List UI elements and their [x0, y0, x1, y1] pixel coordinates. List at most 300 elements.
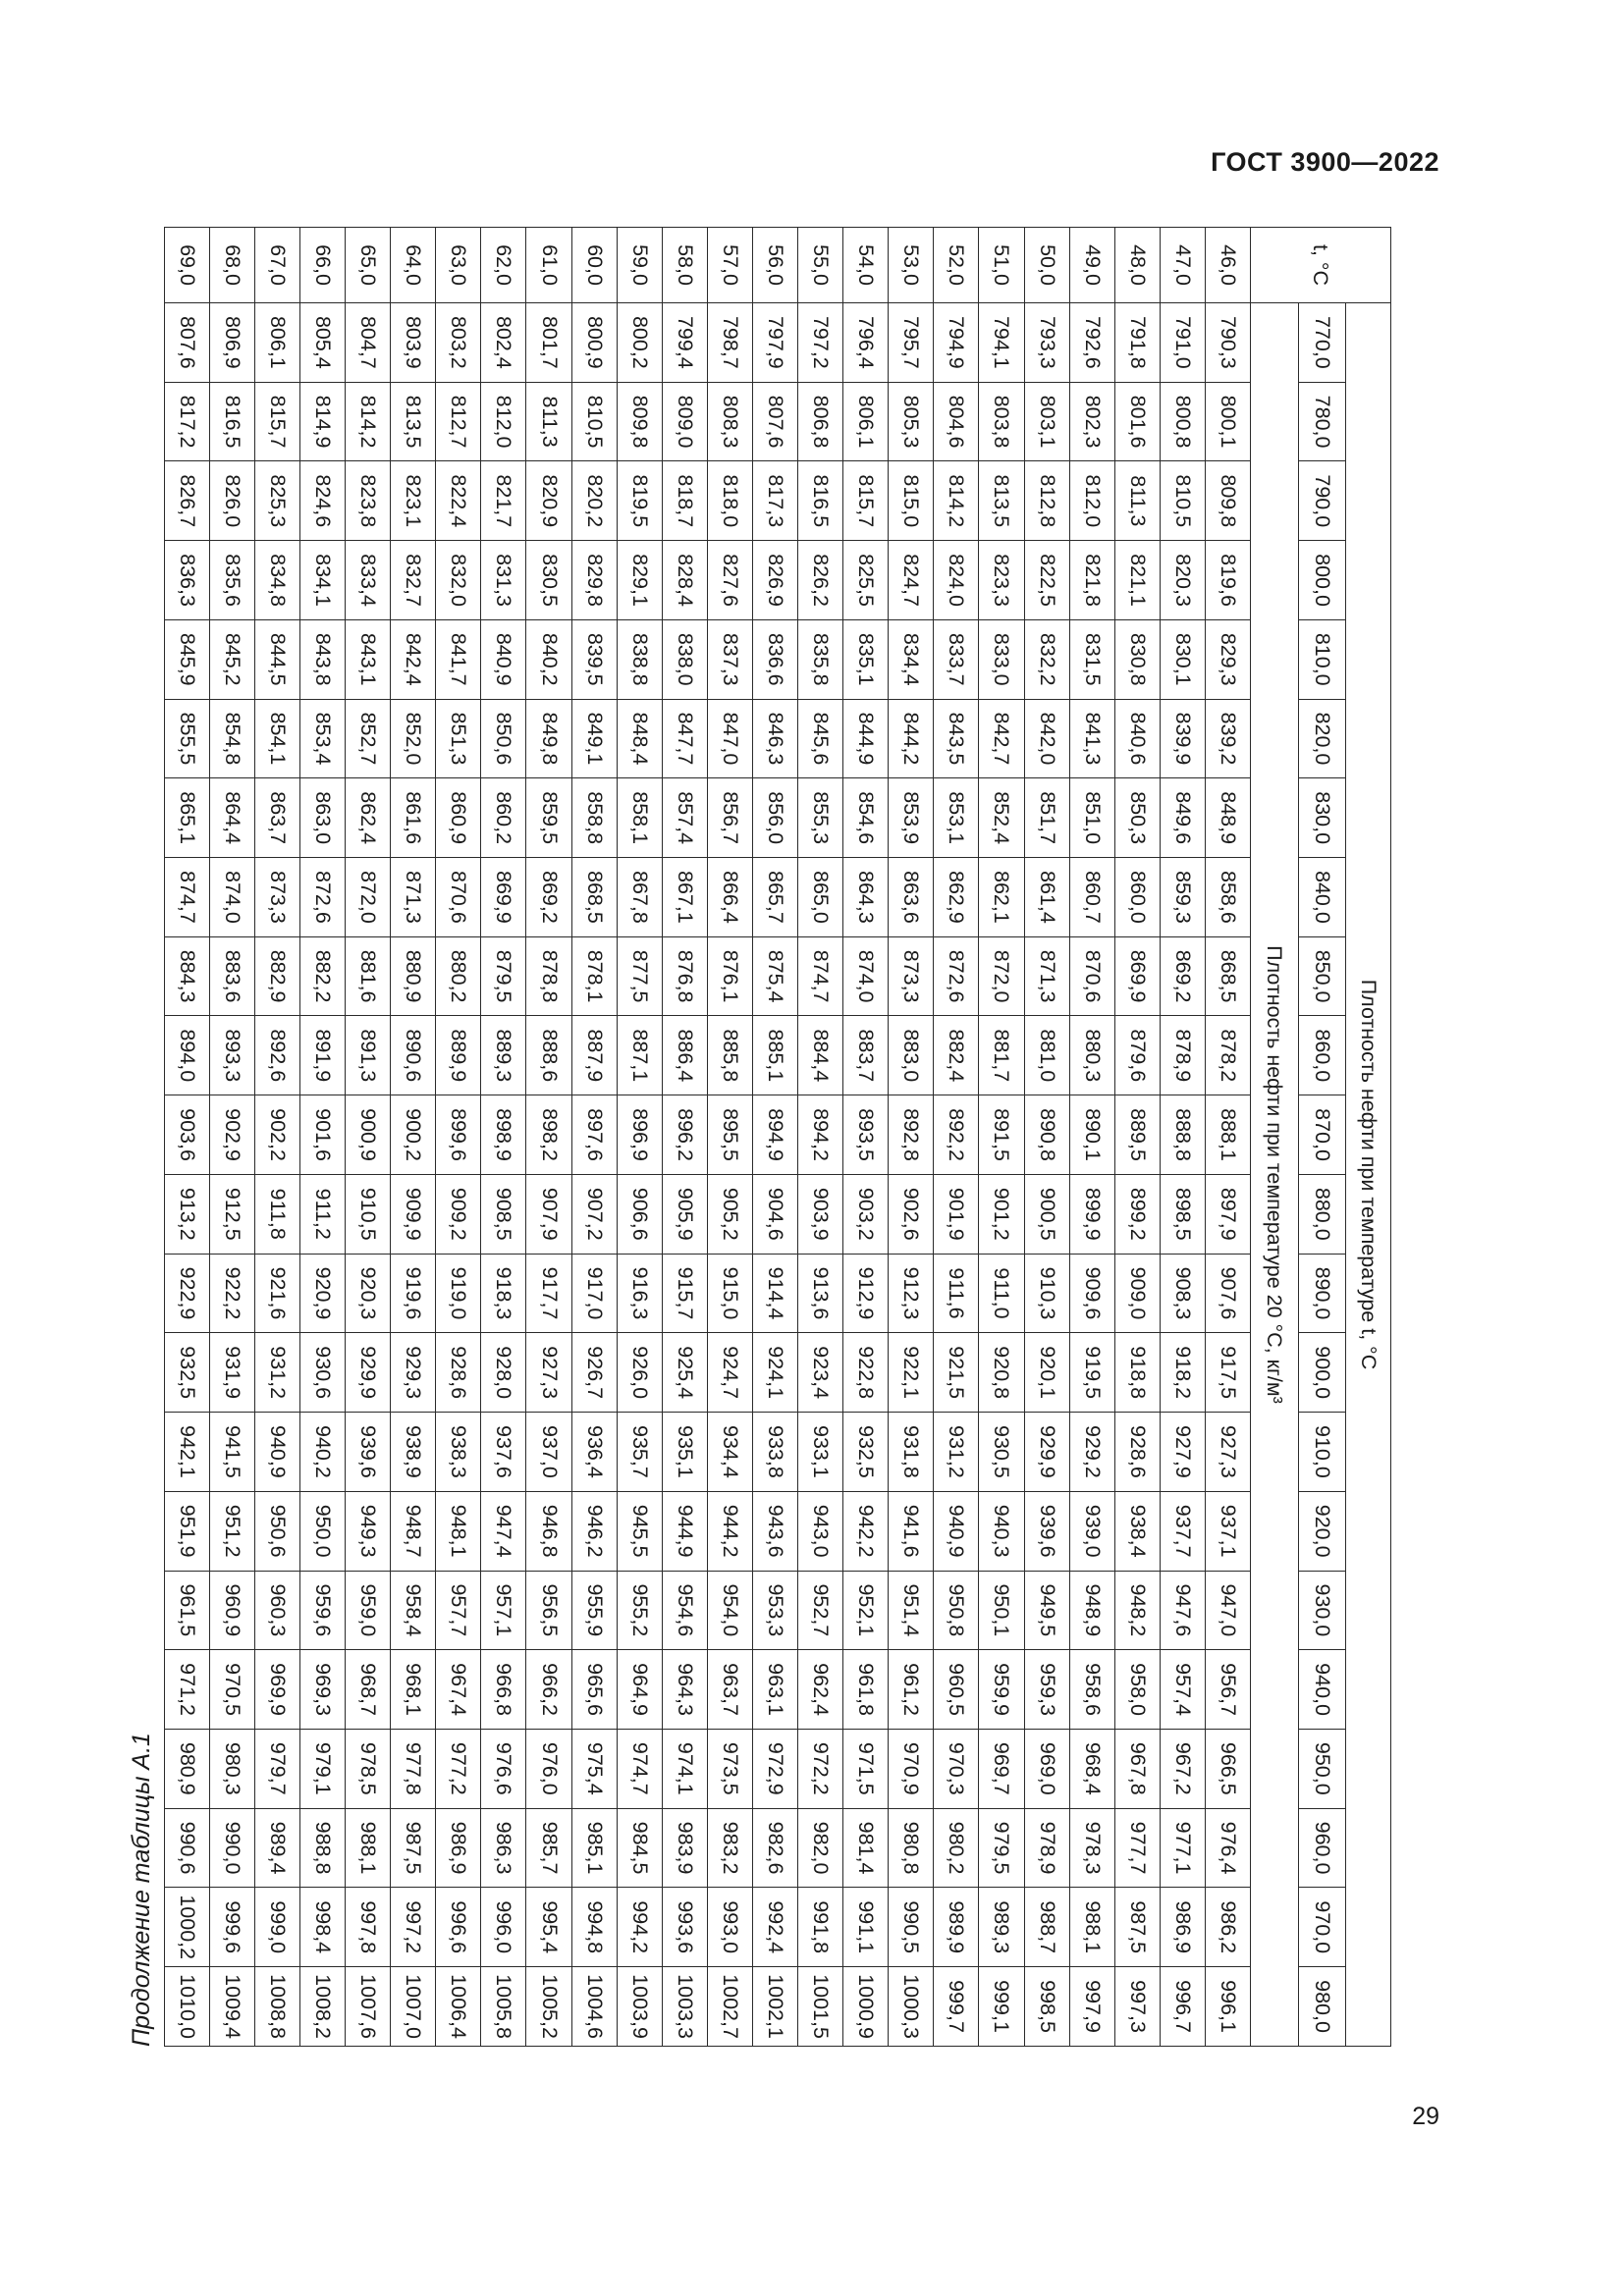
- table-row: [662, 228, 707, 2047]
- density-cell: 828,4: [662, 541, 707, 620]
- density-cell: 810,5: [571, 382, 617, 461]
- density-cell: 930,6: [300, 1333, 346, 1413]
- density-cell: 887,1: [617, 1016, 662, 1095]
- density-cell: 803,1: [1024, 382, 1069, 461]
- density-cell: 1002,1: [752, 1967, 797, 2047]
- density-cell: 872,0: [346, 858, 391, 937]
- density-cell: 968,1: [391, 1650, 436, 1730]
- density-cell: 940,3: [979, 1491, 1024, 1571]
- density-table-container: [175, 227, 1391, 2047]
- density-cell: 812,7: [436, 382, 481, 461]
- density-cell: 875,4: [752, 936, 797, 1016]
- page-number: 29: [1412, 2103, 1439, 2130]
- density-cell: 992,4: [752, 1888, 797, 1967]
- density-cell: 891,3: [346, 1016, 391, 1095]
- density-cell: 1005,2: [526, 1967, 571, 2047]
- density-cell: 946,2: [571, 1491, 617, 1571]
- table-row: [300, 228, 346, 2047]
- density-cell: 917,5: [1205, 1333, 1250, 1413]
- density-cell: 968,7: [346, 1650, 391, 1730]
- density-cell: 824,7: [889, 541, 934, 620]
- density-cell: 836,3: [164, 541, 209, 620]
- density-cell: 852,4: [979, 778, 1024, 858]
- density-cell: 961,2: [889, 1650, 934, 1730]
- density-cell: 833,4: [346, 541, 391, 620]
- density-cell: 958,6: [1069, 1650, 1114, 1730]
- density-cell: 839,5: [571, 619, 617, 699]
- density-cell: 997,8: [346, 1888, 391, 1967]
- density-cell: 867,1: [662, 858, 707, 937]
- density-cell: 810,5: [1160, 461, 1205, 541]
- density-cell: 826,2: [798, 541, 843, 620]
- temperature-cell: 68,0: [209, 228, 254, 303]
- density-cell: 812,0: [481, 382, 526, 461]
- density-cell: 988,1: [1069, 1888, 1114, 1967]
- density-cell: 999,6: [209, 1888, 254, 1967]
- temperature-cell: 46,0: [1205, 228, 1250, 303]
- density-cell: 988,1: [346, 1808, 391, 1888]
- density-cell: 900,5: [1024, 1174, 1069, 1254]
- density-cell: 987,5: [391, 1808, 436, 1888]
- density-cell: 878,2: [1205, 1016, 1250, 1095]
- density-cell: 919,0: [436, 1254, 481, 1333]
- density-cell: 814,2: [346, 382, 391, 461]
- density-cell: 981,4: [843, 1808, 889, 1888]
- density-cell: 991,8: [798, 1888, 843, 1967]
- table-row: [209, 228, 254, 2047]
- density-cell: 849,6: [1160, 778, 1205, 858]
- density-cell: 952,7: [798, 1571, 843, 1650]
- density-cell: 804,6: [934, 382, 979, 461]
- density-cell: 806,1: [843, 382, 889, 461]
- density-cell: 864,3: [843, 858, 889, 937]
- density-cell: 920,3: [346, 1254, 391, 1333]
- density-cell: 925,4: [662, 1333, 707, 1413]
- density-cell: 985,1: [571, 1808, 617, 1888]
- density-cell: 853,4: [300, 699, 346, 778]
- density-cell: 929,3: [391, 1333, 436, 1413]
- table-row: [752, 228, 797, 2047]
- density-cell: 812,0: [1069, 461, 1114, 541]
- density-cell: 817,2: [164, 382, 209, 461]
- density-cell: 844,5: [254, 619, 299, 699]
- density-cell: 802,3: [1069, 382, 1114, 461]
- density-cell: 885,1: [752, 1016, 797, 1095]
- density-cell: 793,3: [1024, 303, 1069, 383]
- density-cell: 899,6: [436, 1095, 481, 1175]
- density-cell: 956,5: [526, 1571, 571, 1650]
- density-cell: 874,0: [209, 858, 254, 937]
- density-cell: 905,9: [662, 1174, 707, 1254]
- column-header: 920,0: [1299, 1491, 1346, 1571]
- density-cell: 940,9: [254, 1413, 299, 1492]
- density-cell: 855,3: [798, 778, 843, 858]
- density-cell: 834,8: [254, 541, 299, 620]
- density-cell: 999,1: [979, 1967, 1024, 2047]
- density-cell: 854,1: [254, 699, 299, 778]
- density-cell: 1010,0: [164, 1967, 209, 2047]
- density-cell: 819,5: [617, 461, 662, 541]
- density-cell: 922,8: [843, 1333, 889, 1413]
- density-cell: 854,8: [209, 699, 254, 778]
- density-cell: 913,2: [164, 1174, 209, 1254]
- density-cell: 944,9: [662, 1491, 707, 1571]
- temperature-cell: 51,0: [979, 228, 1024, 303]
- density-cell: 983,2: [707, 1808, 752, 1888]
- density-cell: 871,3: [391, 858, 436, 937]
- table-row: [526, 228, 571, 2047]
- density-cell: 873,3: [254, 858, 299, 937]
- density-cell: 976,4: [1205, 1808, 1250, 1888]
- density-cell: 871,3: [1024, 936, 1069, 1016]
- density-cell: 936,4: [571, 1413, 617, 1492]
- density-cell: 841,7: [436, 619, 481, 699]
- density-cell: 969,3: [300, 1650, 346, 1730]
- density-cell: 946,8: [526, 1491, 571, 1571]
- density-cell: 964,9: [617, 1650, 662, 1730]
- density-cell: 972,9: [752, 1729, 797, 1808]
- table-row: [707, 228, 752, 2047]
- density-cell: 971,2: [164, 1650, 209, 1730]
- density-cell: 882,2: [300, 936, 346, 1016]
- density-cell: 860,2: [481, 778, 526, 858]
- density-cell: 863,6: [889, 858, 934, 937]
- density-cell: 959,3: [1024, 1650, 1069, 1730]
- density-cell: 804,7: [346, 303, 391, 383]
- column-header: 890,0: [1299, 1254, 1346, 1333]
- density-cell: 844,2: [889, 699, 934, 778]
- density-cell: 836,6: [752, 619, 797, 699]
- density-cell: 863,0: [300, 778, 346, 858]
- density-cell: 1008,8: [254, 1967, 299, 2047]
- density-cell: 832,2: [1024, 619, 1069, 699]
- density-cell: 861,6: [391, 778, 436, 858]
- density-cell: 906,6: [617, 1174, 662, 1254]
- density-cell: 941,5: [209, 1413, 254, 1492]
- density-cell: 893,3: [209, 1016, 254, 1095]
- density-cell: 812,8: [1024, 461, 1069, 541]
- density-cell: 904,6: [752, 1174, 797, 1254]
- temperature-cell: 49,0: [1069, 228, 1114, 303]
- density-cell: 829,1: [617, 541, 662, 620]
- density-cell: 1000,2: [164, 1888, 209, 1967]
- density-cell: 986,9: [1160, 1888, 1205, 1967]
- table-row: [436, 228, 481, 2047]
- density-cell: 867,8: [617, 858, 662, 937]
- density-cell: 989,9: [934, 1888, 979, 1967]
- density-cell: 967,2: [1160, 1729, 1205, 1808]
- density-cell: 996,1: [1205, 1967, 1250, 2047]
- density-cell: 827,6: [707, 541, 752, 620]
- density-cell: 891,9: [300, 1016, 346, 1095]
- density-cell: 959,9: [979, 1650, 1024, 1730]
- density-cell: 918,3: [481, 1254, 526, 1333]
- density-cell: 929,2: [1069, 1413, 1114, 1492]
- density-cell: 832,7: [391, 541, 436, 620]
- density-cell: 874,7: [798, 936, 843, 1016]
- density-cell: 947,6: [1160, 1571, 1205, 1650]
- density-cell: 821,8: [1069, 541, 1114, 620]
- density-cell: 935,7: [617, 1413, 662, 1492]
- density-cell: 1009,4: [209, 1967, 254, 2047]
- density-cell: 950,1: [979, 1571, 1024, 1650]
- density-cell: 834,4: [889, 619, 934, 699]
- density-cell: 991,1: [843, 1888, 889, 1967]
- density-cell: 909,2: [436, 1174, 481, 1254]
- density-cell: 974,7: [617, 1729, 662, 1808]
- density-cell: 832,0: [436, 541, 481, 620]
- density-cell: 830,1: [1160, 619, 1205, 699]
- density-cell: 881,0: [1024, 1016, 1069, 1095]
- density-cell: 948,7: [391, 1491, 436, 1571]
- density-cell: 959,6: [300, 1571, 346, 1650]
- density-cell: 829,8: [571, 541, 617, 620]
- density-cell: 801,6: [1114, 382, 1160, 461]
- density-cell: 822,5: [1024, 541, 1069, 620]
- density-cell: 944,2: [707, 1491, 752, 1571]
- density-cell: 987,5: [1114, 1888, 1160, 1967]
- density-cell: 986,9: [436, 1808, 481, 1888]
- density-cell: 1007,6: [346, 1967, 391, 2047]
- density-cell: 885,8: [707, 1016, 752, 1095]
- density-cell: 994,2: [617, 1888, 662, 1967]
- density-cell: 996,0: [481, 1888, 526, 1967]
- density-cell: 901,6: [300, 1095, 346, 1175]
- density-cell: 831,5: [1069, 619, 1114, 699]
- density-cell: 803,8: [979, 382, 1024, 461]
- density-cell: 955,9: [571, 1571, 617, 1650]
- density-cell: 958,0: [1114, 1650, 1160, 1730]
- density-cell: 911,2: [300, 1174, 346, 1254]
- density-cell: 967,8: [1114, 1729, 1160, 1808]
- table-row: [1160, 228, 1205, 2047]
- density-cell: 842,4: [391, 619, 436, 699]
- density-cell: 939,0: [1069, 1491, 1114, 1571]
- density-cell: 977,2: [436, 1729, 481, 1808]
- density-cell: 1008,2: [300, 1967, 346, 2047]
- density-cell: 915,7: [662, 1254, 707, 1333]
- density-cell: 938,4: [1114, 1491, 1160, 1571]
- density-cell: 806,1: [254, 303, 299, 383]
- density-cell: 876,8: [662, 936, 707, 1016]
- density-cell: 961,8: [843, 1650, 889, 1730]
- table-row: [979, 228, 1024, 2047]
- density-cell: 823,8: [346, 461, 391, 541]
- density-cell: 921,6: [254, 1254, 299, 1333]
- density-cell: 972,2: [798, 1729, 843, 1808]
- density-cell: 894,0: [164, 1016, 209, 1095]
- density-cell: 809,8: [617, 382, 662, 461]
- density-cell: 826,9: [752, 541, 797, 620]
- density-cell: 852,0: [391, 699, 436, 778]
- temperature-cell: 61,0: [526, 228, 571, 303]
- density-cell: 821,7: [481, 461, 526, 541]
- density-cell: 894,9: [752, 1095, 797, 1175]
- table-row: [254, 228, 299, 2047]
- density-cell: 1003,9: [617, 1967, 662, 2047]
- density-cell: 858,1: [617, 778, 662, 858]
- density-cell: 807,6: [752, 382, 797, 461]
- density-cell: 850,3: [1114, 778, 1160, 858]
- density-cell: 907,6: [1205, 1254, 1250, 1333]
- density-cell: 1003,3: [662, 1967, 707, 2047]
- density-cell: 963,7: [707, 1650, 752, 1730]
- density-cell: 923,4: [798, 1333, 843, 1413]
- density-cell: 862,9: [934, 858, 979, 937]
- density-cell: 947,4: [481, 1491, 526, 1571]
- density-cell: 824,0: [934, 541, 979, 620]
- density-cell: 881,6: [346, 936, 391, 1016]
- density-cell: 954,0: [707, 1571, 752, 1650]
- temperature-cell: 48,0: [1114, 228, 1160, 303]
- density-cell: 973,5: [707, 1729, 752, 1808]
- density-cell: 816,5: [798, 461, 843, 541]
- density-cell: 903,2: [843, 1174, 889, 1254]
- density-cell: 951,2: [209, 1491, 254, 1571]
- density-cell: 813,5: [979, 461, 1024, 541]
- density-cell: 853,1: [934, 778, 979, 858]
- density-cell: 941,6: [889, 1491, 934, 1571]
- density-cell: 905,2: [707, 1174, 752, 1254]
- density-cell: 813,5: [391, 382, 436, 461]
- density-cell: 920,8: [979, 1333, 1024, 1413]
- density-cell: 951,9: [164, 1491, 209, 1571]
- density-cell: 977,7: [1114, 1808, 1160, 1888]
- column-header: 980,0: [1299, 1967, 1346, 2047]
- density-cell: 931,2: [254, 1333, 299, 1413]
- density-cell: 847,0: [707, 699, 752, 778]
- density-cell: 933,8: [752, 1413, 797, 1492]
- density-cell: 930,5: [979, 1413, 1024, 1492]
- density-cell: 943,0: [798, 1491, 843, 1571]
- density-cell: 907,2: [571, 1174, 617, 1254]
- density-cell: 805,3: [889, 382, 934, 461]
- density-cell: 1006,4: [436, 1967, 481, 2047]
- density-cell: 935,1: [662, 1413, 707, 1492]
- column-header: 960,0: [1299, 1808, 1346, 1888]
- density-cell: 911,6: [934, 1254, 979, 1333]
- column-header: 870,0: [1299, 1095, 1346, 1175]
- header-row-columns: [1299, 228, 1346, 2047]
- density-cell: 838,8: [617, 619, 662, 699]
- density-at-20-header: Плотность нефти при температуре 20 °C, кг/м³: [1251, 303, 1299, 2047]
- density-cell: 860,7: [1069, 858, 1114, 937]
- density-cell: 985,7: [526, 1808, 571, 1888]
- density-cell: 969,7: [979, 1729, 1024, 1808]
- density-cell: 820,9: [526, 461, 571, 541]
- temperature-cell: 57,0: [707, 228, 752, 303]
- density-cell: 957,4: [1160, 1650, 1205, 1730]
- temperature-cell: 69,0: [164, 228, 209, 303]
- density-cell: 823,3: [979, 541, 1024, 620]
- density-cell: 848,4: [617, 699, 662, 778]
- density-cell: 800,8: [1160, 382, 1205, 461]
- density-cell: 910,3: [1024, 1254, 1069, 1333]
- density-cell: 869,9: [481, 858, 526, 937]
- density-cell: 951,4: [889, 1571, 934, 1650]
- density-cell: 1001,5: [798, 1967, 843, 2047]
- density-cell: 934,4: [707, 1413, 752, 1492]
- density-cell: 800,1: [1205, 382, 1250, 461]
- density-cell: 908,5: [481, 1174, 526, 1254]
- density-cell: 947,0: [1205, 1571, 1250, 1650]
- density-cell: 939,6: [1024, 1491, 1069, 1571]
- temperature-cell: 54,0: [843, 228, 889, 303]
- density-cell: 915,0: [707, 1254, 752, 1333]
- density-cell: 840,6: [1114, 699, 1160, 778]
- table-row: [571, 228, 617, 2047]
- density-cell: 860,0: [1114, 858, 1160, 937]
- density-cell: 983,9: [662, 1808, 707, 1888]
- density-cell: 932,5: [843, 1413, 889, 1492]
- density-cell: 948,1: [436, 1491, 481, 1571]
- density-cell: 943,6: [752, 1491, 797, 1571]
- density-cell: 931,9: [209, 1333, 254, 1413]
- column-header: 810,0: [1299, 619, 1346, 699]
- density-cell: 916,3: [617, 1254, 662, 1333]
- density-at-t-header: Плотность нефти при температуре t, °C: [1346, 303, 1391, 2047]
- density-cell: 990,5: [889, 1888, 934, 1967]
- temperature-cell: 55,0: [798, 228, 843, 303]
- density-cell: 870,6: [1069, 936, 1114, 1016]
- table-row: [843, 228, 889, 2047]
- density-cell: 912,5: [209, 1174, 254, 1254]
- density-cell: 977,8: [391, 1729, 436, 1808]
- density-cell: 799,4: [662, 303, 707, 383]
- density-cell: 881,7: [979, 1016, 1024, 1095]
- density-cell: 896,2: [662, 1095, 707, 1175]
- table-body: [164, 228, 1250, 2047]
- density-cell: 938,3: [436, 1413, 481, 1492]
- density-cell: 865,0: [798, 858, 843, 937]
- density-cell: 896,9: [617, 1095, 662, 1175]
- density-cell: 960,3: [254, 1571, 299, 1650]
- density-cell: 901,2: [979, 1174, 1024, 1254]
- density-cell: 884,3: [164, 936, 209, 1016]
- density-cell: 840,9: [481, 619, 526, 699]
- density-cell: 911,8: [254, 1174, 299, 1254]
- density-cell: 917,0: [571, 1254, 617, 1333]
- density-cell: 928,6: [436, 1333, 481, 1413]
- density-cell: 831,3: [481, 541, 526, 620]
- density-cell: 818,7: [662, 461, 707, 541]
- density-cell: 978,9: [1024, 1808, 1069, 1888]
- density-cell: 898,9: [481, 1095, 526, 1175]
- temperature-cell: 47,0: [1160, 228, 1205, 303]
- density-cell: 954,6: [662, 1571, 707, 1650]
- density-cell: 990,6: [164, 1808, 209, 1888]
- density-cell: 938,9: [391, 1413, 436, 1492]
- density-cell: 912,3: [889, 1254, 934, 1333]
- density-cell: 833,7: [934, 619, 979, 699]
- density-cell: 982,0: [798, 1808, 843, 1888]
- column-header: 860,0: [1299, 1016, 1346, 1095]
- density-cell: 840,2: [526, 619, 571, 699]
- density-cell: 826,0: [209, 461, 254, 541]
- density-cell: 879,5: [481, 936, 526, 1016]
- table-row: [798, 228, 843, 2047]
- density-cell: 821,1: [1114, 541, 1160, 620]
- temperature-cell: 59,0: [617, 228, 662, 303]
- density-cell: 942,1: [164, 1413, 209, 1492]
- density-cell: 893,5: [843, 1095, 889, 1175]
- density-cell: 937,1: [1205, 1491, 1250, 1571]
- density-cell: 884,4: [798, 1016, 843, 1095]
- density-cell: 931,8: [889, 1413, 934, 1492]
- density-cell: 856,7: [707, 778, 752, 858]
- column-header: 800,0: [1299, 541, 1346, 620]
- density-cell: 920,1: [1024, 1333, 1069, 1413]
